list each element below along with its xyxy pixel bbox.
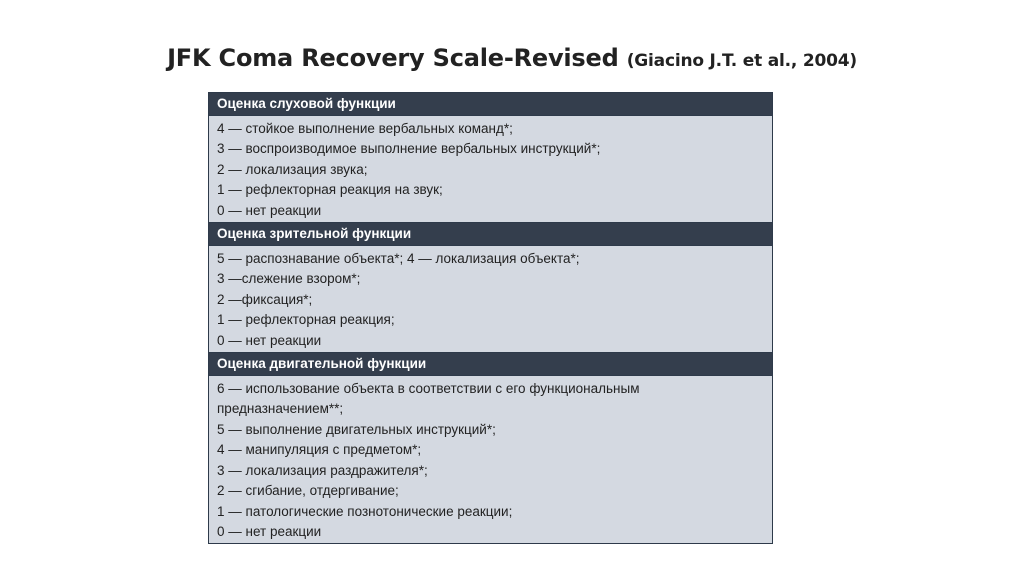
list-item: 3 — локализация раздражителя*; [217,462,428,478]
list-item: 1 — патологические познотонические реакции; [217,503,513,519]
title-main: JFK Coma Recovery Scale-Revised [167,44,619,72]
list-item: 4 — стойкое выполнение вербальных команд*; [217,121,513,136]
section-header-motor: Оценка двигательной функции [209,353,772,376]
list-item: 3 — воспроизводимое выполнение вербальных инструкций*; [217,141,601,157]
list-item: 5 — распознавание объекта*; 4 — локализация объекта*; [217,251,580,267]
list-item: 3 —слежение взором*; [217,271,361,287]
list-item: 2 —фиксация*; [217,291,313,307]
list-item: предназначением**; [217,401,344,417]
list-item: 5 — выполнение двигательных инструкций*; [217,421,496,437]
section-header-auditory: Оценка слуховой функции [209,93,772,116]
scale-table [208,92,773,544]
list-item: 2 — локализация звука; [217,161,368,177]
section-header-visual: Оценка зрительной функции [209,223,772,246]
section-body-visual [209,246,772,353]
list-item: 4 — манипуляция с предметом*; [217,442,422,458]
slide-title [0,44,1024,72]
list-item: 1 — рефлекторная реакция; [217,312,395,328]
list-item: 2 — сгибание, отдергивание; [217,483,399,499]
list-item: 0 — нет реакции [217,332,322,348]
list-item: 1 — рефлекторная реакция на звук; [217,182,443,198]
section-body-auditory [209,116,772,223]
list-item: 0 — нет реакции [217,202,322,218]
list-item: 6 — использование объекта в соответствии с его функциональным [217,381,640,397]
list-item: 0 — нет реакции [217,523,322,539]
title-citation: (Giacino J.T. et al., 2004) [626,51,857,71]
section-body-motor [209,376,772,543]
